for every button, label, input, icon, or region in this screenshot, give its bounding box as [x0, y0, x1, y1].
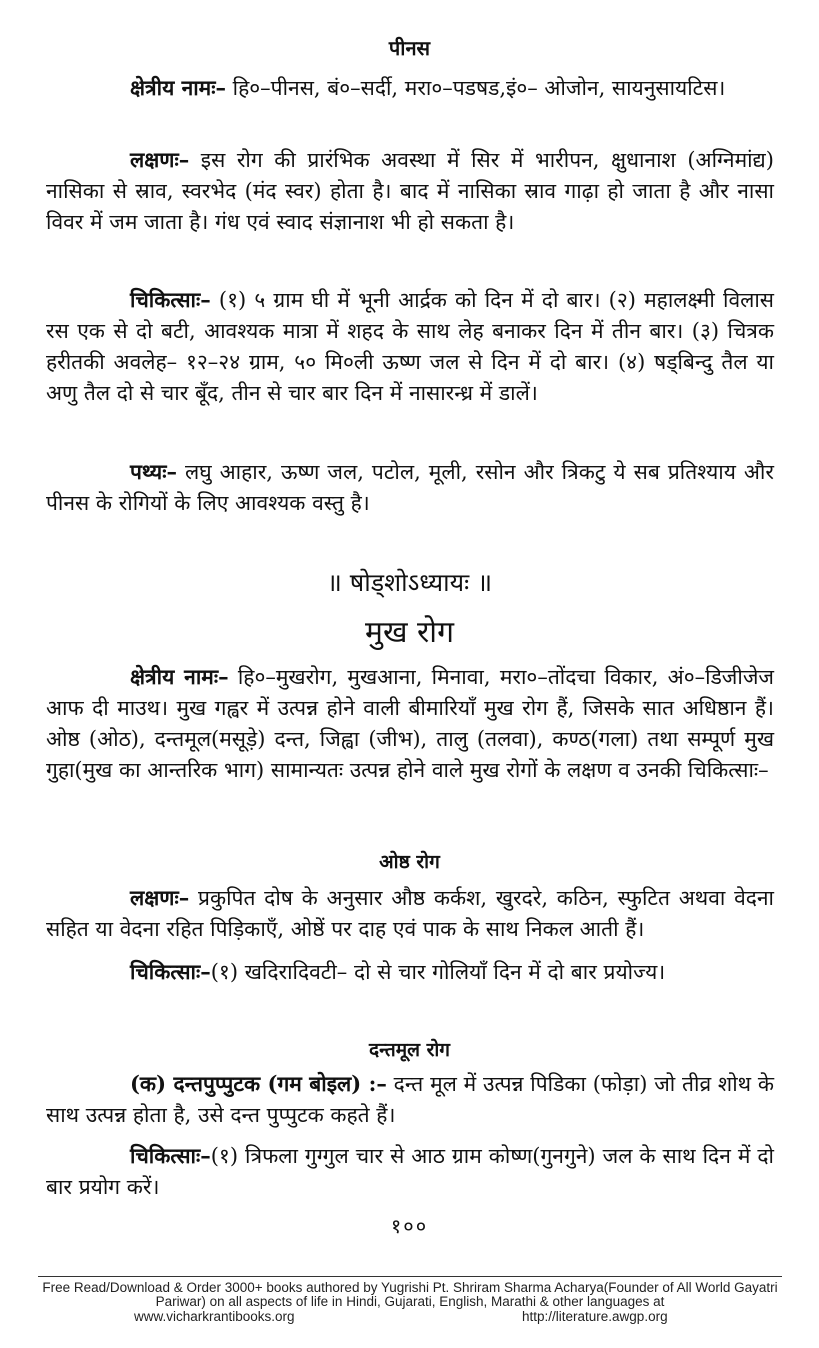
footer-link-vicharkranti[interactable]: www.vicharkrantibooks.org [134, 1309, 295, 1324]
symptoms-label: लक्षणः– [130, 147, 190, 172]
regional-names-paragraph [46, 72, 774, 104]
diet-label: पथ्यः– [130, 459, 177, 484]
lip-disease-title: ओष्ठ रोग [379, 851, 440, 873]
lip-symptoms-label: लक्षणः– [130, 885, 190, 910]
gum-item-paragraph [46, 1068, 774, 1131]
footer-text: Free Read/Download & Order 3000+ books authored by Yugrishi Pt. Shriram Sharma Acharya(Founder of All World Gayatri Pariwar) on all aspects of life in Hindi, Gujarati, English, Marathi & other languages at [42, 1280, 778, 1309]
section-title-pinas: पीनस [388, 36, 431, 60]
footer-divider [38, 1276, 782, 1277]
chapter-heading: ॥ षोड्शोऽध्यायः ॥ [326, 568, 493, 597]
lip-treatment-paragraph [46, 956, 774, 988]
gum-disease-title: दन्तमूल रोग [368, 1039, 451, 1061]
chapter-regional-paragraph [46, 661, 774, 786]
lip-treatment-label: चिकित्साः– [130, 959, 211, 984]
diet-paragraph [46, 456, 774, 519]
footer-link-awgp[interactable]: http://literature.awgp.org [522, 1309, 668, 1324]
lip-symptoms-text: प्रकुपित दोष के अनुसार औष्ठ कर्कश, खुरदरे, कठिन, स्फुटित अथवा वेदना सहित या वेदना रहित पिड़िकाएँ, ओष्ठें पर दाह एवं पाक के साथ निकल आती हैं। [46, 886, 774, 941]
treatment-label: चिकित्साः– [130, 287, 211, 312]
gum-item-label: (क) दन्तपुप्पुटक (गम बोइल) :– [130, 1071, 387, 1096]
treatment-text: (१) ५ ग्राम घी में भूनी आर्द्रक को दिन में दो बार। (२) महालक्ष्मी विलास रस एक से दो बटी, आवश्यक मात्रा में शहद के साथ लेह बनाकर दिन में तीन बार। (३) चित्रक हरीतकी अवलेह– १२–२४ ग्राम, ५० मि०ली ऊष्ण जल से दिन में दो बार। (४) षड्बिन्दु तैल या अणु तैल दो से चार बूँद, तीन से चार बार दिन में नासारन्ध्र में डालें। [46, 288, 774, 405]
page-number: १०० [390, 1214, 429, 1238]
symptoms-text: इस रोग की प्रारंभिक अवस्था में सिर में भारीपन, क्षुधानाश (अग्निमांद्य) नासिका से स्राव, स्वरभेद (मंद स्वर) होता है। बाद में नासिका स्राव गाढ़ा हो जाता है और नासा विवर में जम जाता है। गंध एवं स्वाद संज्ञानाश भी हो सकता है। [46, 148, 774, 234]
lip-symptoms-paragraph [46, 882, 774, 945]
lip-treatment-text: (१) खदिरादिवटी– दो से चार गोलियाँ दिन में दो बार प्रयोज्य। [210, 960, 666, 984]
gum-item-text: दन्त मूल में उत्पन्न पिडिका (फोड़ा) जो तीव्र शोथ के साथ उत्पन्न होता है, उसे दन्त पुप्पुटक कहते हैं। [46, 1072, 774, 1127]
gum-treatment-paragraph [46, 1140, 774, 1203]
regional-names-text: हि०–पीनस, बं०–सर्दी, मरा०–पडषड,इं०– ओजोन, सायनुसायटिस। [225, 76, 726, 100]
diet-text: लघु आहार, ऊष्ण जल, पटोल, मूली, रसोन और त्रिकटु ये सब प्रतिश्याय और पीनस के रोगियों के लिए आवश्यक वस्तु है। [46, 460, 774, 515]
treatment-paragraph [46, 284, 774, 409]
chapter-regional-label: क्षेत्रीय नामः– [130, 664, 229, 689]
symptoms-paragraph [46, 144, 774, 238]
regional-names-label: क्षेत्रीय नामः– [130, 75, 226, 100]
chapter-regional-text: हि०–मुखरोग, मुखआना, मिनावा, मरा०–तोंदचा विकार, अं०–डिजीजेज आफ दी माउथ। मुख गह्वर में उत्पन्न होने वाली बीमारियाँ मुख रोग हैं, जिसके सात अधिष्ठान हैं। ओष्ठ (ओठ), दन्तमूल(मसूड़े) दन्त, जिह्वा (जीभ), तालु (तलवा), कण्ठ(गला) तथा सम्पूर्ण मुख गुहा(मुख का आन्तरिक भाग) सामान्यतः उत्पन्न होने वाले मुख रोगों के लक्षण व उनकी चिकित्साः– [46, 665, 774, 782]
gum-treatment-label: चिकित्साः– [130, 1143, 211, 1168]
gum-treatment-text: (१) त्रिफला गुग्गुल चार से आठ ग्राम कोष्ण(गुनगुने) जल के साथ दिन में दो बार प्रयोग करें। [46, 1144, 774, 1199]
chapter-title: मुख रोग [365, 615, 454, 650]
